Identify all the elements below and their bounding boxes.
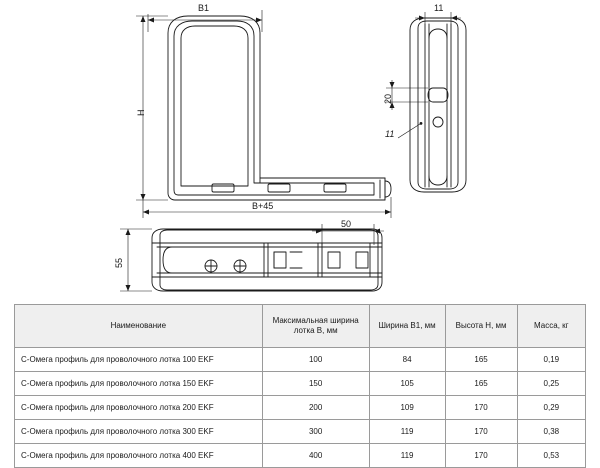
cell-mass: 0,25 xyxy=(517,372,585,396)
cell-b1: 105 xyxy=(369,372,445,396)
cell-b1: 119 xyxy=(369,444,445,468)
cell-h: 170 xyxy=(445,396,517,420)
cell-h: 170 xyxy=(445,420,517,444)
column-header-h: Высота H, мм xyxy=(445,305,517,348)
dimension-label-50: 50 xyxy=(341,219,352,229)
cell-h: 165 xyxy=(445,372,517,396)
cell-max-width: 100 xyxy=(262,348,369,372)
dimension-label-11-hole: 11 xyxy=(385,129,395,139)
table-row xyxy=(15,396,586,420)
column-header-b1: Ширина B1, мм xyxy=(369,305,445,348)
table-row xyxy=(15,348,586,372)
specification-table xyxy=(14,304,586,468)
cell-max-width: 150 xyxy=(262,372,369,396)
cell-mass: 0,29 xyxy=(517,396,585,420)
column-header-max-width: Максимальная ширина лотка B, мм xyxy=(262,305,369,348)
column-header-mass: Масса, кг xyxy=(517,305,585,348)
cell-b1: 119 xyxy=(369,420,445,444)
cell-mass: 0,38 xyxy=(517,420,585,444)
table-head xyxy=(15,305,586,348)
cell-b1: 109 xyxy=(369,396,445,420)
dimension-label-b1: B1 xyxy=(198,3,210,13)
dimension-label-h: H xyxy=(136,109,146,116)
cell-name: С-Омега профиль для проволочного лотка 400 EKF xyxy=(15,444,263,468)
table-row xyxy=(15,420,586,444)
dimension-label-20: 20 xyxy=(383,93,393,104)
cell-max-width: 400 xyxy=(262,444,369,468)
cell-name: С-Омега профиль для проволочного лотка 150 EKF xyxy=(15,372,263,396)
dimension-label-11-top: 11 xyxy=(434,3,444,13)
cell-name: С-Омега профиль для проволочного лотка 300 EKF xyxy=(15,420,263,444)
cell-name: С-Омега профиль для проволочного лотка 100 EKF xyxy=(15,348,263,372)
cell-mass: 0,53 xyxy=(517,444,585,468)
dimension-label-b-plus-45: B+45 xyxy=(252,201,274,211)
cell-h: 170 xyxy=(445,444,517,468)
cell-h: 165 xyxy=(445,348,517,372)
column-header-name: Наименование xyxy=(15,305,263,348)
cell-max-width: 300 xyxy=(262,420,369,444)
cell-max-width: 200 xyxy=(262,396,369,420)
cell-b1: 84 xyxy=(369,348,445,372)
cell-name: С-Омега профиль для проволочного лотка 200 EKF xyxy=(15,396,263,420)
table-row xyxy=(15,444,586,468)
dimension-label-55: 55 xyxy=(114,257,124,268)
cell-mass: 0,19 xyxy=(517,348,585,372)
table-row xyxy=(15,372,586,396)
table-header-row xyxy=(15,305,586,348)
